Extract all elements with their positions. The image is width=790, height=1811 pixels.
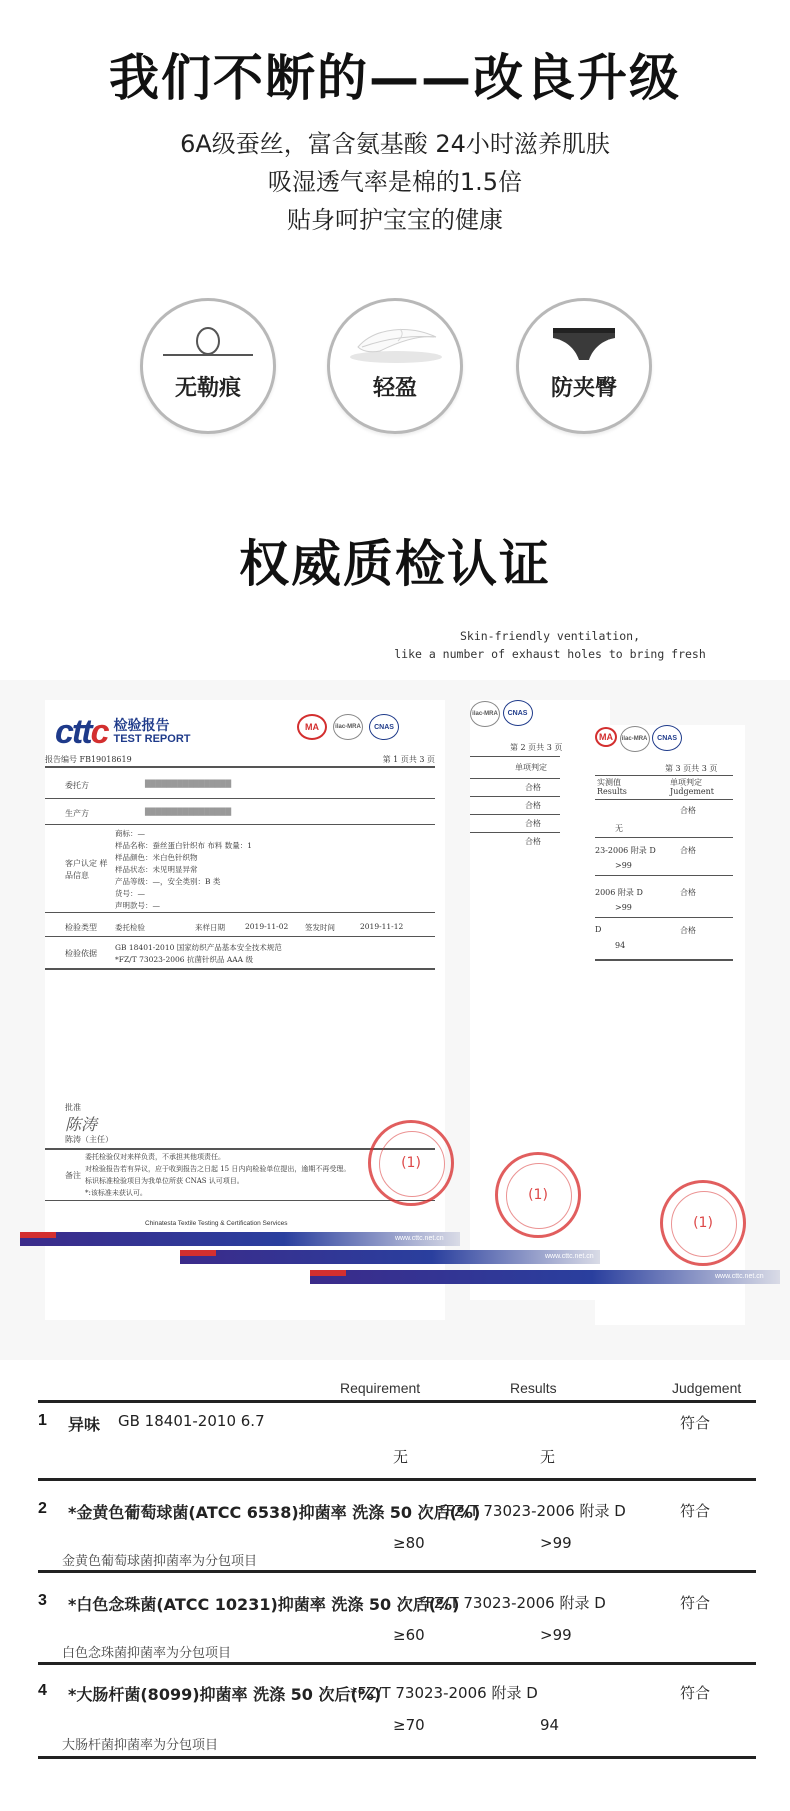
website: www.cttc.net.cn (715, 1273, 764, 1280)
row-number: 4 (38, 1682, 47, 1699)
test-standard: GB 18401-2010 6.7 (118, 1412, 265, 1430)
feather-icon (330, 315, 460, 371)
ma-mark: MA (297, 714, 327, 740)
accreditation-marks (595, 725, 682, 752)
field-label: 检验类型 (65, 923, 97, 932)
row-note: 大肠杆菌抑菌率为分包项目 (62, 1738, 219, 1753)
value-cell: >99 (615, 861, 632, 870)
date-label: 来样日期 (195, 923, 225, 932)
company-name: Chinatesta Textile Testing & Certification Services (145, 1220, 288, 1227)
basis-line: GB 18401-2010 国家纺织产品基本安全技术规范 (115, 943, 282, 952)
feature-anti-pinch (516, 298, 652, 434)
std-cell: 23-2006 附录 D (595, 846, 656, 855)
website: www.cttc.net.cn (395, 1235, 444, 1242)
feature-badges (140, 298, 650, 438)
column-header-en: Results (597, 787, 627, 796)
value-cell: 无 (615, 824, 623, 833)
sample-line: 产品等级：—，安全类别：B 类 (115, 877, 221, 886)
judge-cell: 合格 (680, 926, 696, 935)
test-item: *大肠杆菌(8099)抑菌率 洗涤 50 次后(%) (68, 1685, 382, 1704)
judge-cell: 合格 (680, 806, 696, 815)
page-indicator: 第 2 页共 3 页 (510, 743, 563, 752)
page-headline: 我们不断的——改良升级 (109, 49, 681, 107)
footer-accent (20, 1232, 56, 1238)
ilac-mark: ilac-MRA (333, 714, 363, 740)
field-label: 委托方 (65, 781, 89, 790)
requirement: ≥70 (393, 1716, 425, 1734)
feature-light (327, 298, 463, 434)
cnas-mark: CNAS (369, 714, 399, 740)
std-cell: D (595, 925, 602, 934)
row-note: 金黄色葡萄球菌抑菌率为分包项目 (62, 1554, 258, 1569)
result-value: 无 (540, 1448, 556, 1466)
result-value: 94 (540, 1716, 560, 1734)
judgement: 符合 (680, 1594, 711, 1612)
cnas-mark: CNAS (503, 700, 533, 726)
row-number: 3 (38, 1592, 47, 1609)
caption-line: like a number of exhaust holes to bring fresh (394, 647, 706, 661)
result-value: >99 (540, 1534, 572, 1552)
column-header: 实测值 (597, 778, 621, 787)
sample-line: 样品颜色：米白色针织物 (115, 853, 198, 862)
report-page-1: cttc 检验报告 TEST REPORT MA ilac-MRA CNAS 报告编号 FB19018619 第 1 页共 3 页 委托方 ████████████████ 生产方 ████████████████ 客户认定 样品信息 商标：— 样品名称：蚕丝蛋白针织布 布料 数量：1 样品颜色：米白色针织物 样品状态：未见明显异常 产品等级：—，安全类别：B 类 货号：— 声明款号：— 检验类型 委托检验 来样日期 2019-11-02 签发时间 2019-11-12 检验依据 GB 18401-2010 国家纺织产品基本安全技术规范 *FZ/T 73023-2006 抗菌针织品 AAA 级 批准 陈涛 陈涛（主任） 备注 委托检验仅对来样负责，不承担其他项责任。 对检验报告若有异议，应于收到报告之日起 15 日内向检验单位提出，逾期不再受理。 标识标准检验项目为我单位所获 CNAS 认可项目。 *:该标准未获认可。 Chinatesta Textile Testing & Certification Services (45, 700, 445, 1320)
issue-label: 签发时间 (305, 923, 335, 932)
caption-line: Skin-friendly ventilation, (459, 629, 640, 643)
briefs-icon (519, 315, 649, 371)
brand-logo-mark: cttc (55, 712, 108, 751)
footer-band (310, 1270, 780, 1284)
value-cell: 94 (615, 941, 626, 950)
std-cell: 2006 附录 D (595, 888, 643, 897)
footer-band (180, 1250, 600, 1264)
sample-date: 2019-11-02 (245, 922, 289, 931)
column-header-en: Judgement (670, 787, 715, 796)
ilac-mark: ilac-MRA (620, 726, 650, 752)
ma-mark: MA (595, 727, 617, 747)
intro-line: 贴身呵护宝宝的健康 (287, 206, 503, 234)
basis-line: *FZ/T 73023-2006 抗菌针织品 AAA 级 (115, 955, 253, 964)
test-item: *白色念珠菌(ATCC 10231)抑菌率 洗涤 50 次后(%) (68, 1595, 460, 1614)
brand-title-en: TEST REPORT (113, 733, 191, 745)
results-table (0, 1360, 790, 1811)
field-label: 客户认定 样品信息 (65, 859, 108, 880)
test-report-collage (0, 680, 790, 1360)
footer-band (20, 1232, 460, 1246)
judgement: 符合 (680, 1684, 711, 1702)
column-header: 单项判定 (670, 778, 702, 787)
field-label: 生产方 (65, 809, 89, 818)
row-number: 2 (38, 1500, 47, 1517)
judge-cell: 合格 (680, 888, 696, 897)
cttc-logo (55, 714, 191, 750)
official-seal: (1) (368, 1120, 454, 1206)
footer-accent (310, 1270, 346, 1276)
test-item: 异味 (68, 1415, 101, 1434)
signer-name: 陈涛（主任） (65, 1135, 113, 1144)
value-cell: >99 (615, 903, 632, 912)
note-line: 标识标准检验项目为我单位所获 CNAS 认可项目。 (85, 1177, 244, 1185)
note-line: 委托检验仅对来样负责，不承担其他项责任。 (85, 1153, 225, 1161)
footer-accent (180, 1250, 216, 1256)
accreditation-marks (297, 714, 399, 740)
sample-line: 商标：— (115, 829, 145, 838)
judgement: 符合 (680, 1414, 711, 1432)
requirement: ≥80 (393, 1534, 425, 1552)
row-number: 1 (38, 1412, 47, 1429)
sample-line: 样品名称：蚕丝蛋白针织布 布料 数量：1 (115, 841, 253, 850)
elastic-band-icon (143, 315, 273, 371)
field-label: 批准 (65, 1103, 81, 1112)
judge-cell: 合格 (525, 801, 541, 810)
test-standard: *FZ/T 73023-2006 附录 D (438, 1502, 626, 1520)
judge-cell: 合格 (525, 837, 541, 846)
page-indicator: 第 1 页共 3 页 (382, 755, 435, 764)
page-indicator: 第 3 页共 3 页 (665, 764, 718, 773)
column-header: Results (510, 1380, 557, 1396)
row-note: 白色念珠菌抑菌率为分包项目 (62, 1646, 232, 1661)
cnas-mark: CNAS (652, 725, 682, 751)
intro-line: 6A级蚕丝，富含氨基酸 24小时滋养肌肤 (180, 130, 610, 158)
caption (370, 627, 730, 663)
section-title: 权威质检认证 (239, 535, 551, 593)
report-number: 报告编号 FB19018619 (45, 755, 132, 764)
requirement: 无 (393, 1448, 409, 1466)
column-header: Judgement (672, 1380, 742, 1396)
test-standard: *FZ/T 73023-2006 附录 D (418, 1594, 606, 1612)
field-label: 检验依据 (65, 949, 97, 958)
result-value: >99 (540, 1626, 572, 1644)
inspection-type: 委托检验 (115, 923, 145, 932)
judge-cell: 合格 (525, 783, 541, 792)
column-header: 单项判定 (515, 763, 547, 772)
sample-line: 货号：— (115, 889, 145, 898)
official-seal: (1) (660, 1180, 746, 1266)
signature: 陈涛 (65, 1115, 98, 1134)
requirement: ≥60 (393, 1626, 425, 1644)
intro-text (0, 125, 790, 239)
note-line: 对检验报告若有异议，应于收到报告之日起 15 日内向检验单位提出，逾期不再受理。 (85, 1165, 351, 1173)
note-line: *:该标准未获认可。 (85, 1189, 147, 1197)
column-header: Requirement (340, 1380, 421, 1396)
official-seal: (1) (495, 1152, 581, 1238)
intro-line: 吸湿透气率是棉的1.5倍 (267, 168, 523, 196)
judge-cell: 合格 (680, 846, 696, 855)
website: www.cttc.net.cn (545, 1253, 594, 1260)
feature-no-marks (140, 298, 276, 434)
feature-label: 防夹臀 (550, 376, 617, 401)
ilac-mark: ilac-MRA (470, 701, 500, 727)
judgement: 符合 (680, 1502, 711, 1520)
feature-label: 轻盈 (372, 376, 417, 401)
issue-date: 2019-11-12 (360, 922, 404, 931)
test-standard: *FZ/T 73023-2006 附录 D (350, 1684, 538, 1702)
test-item: *金黄色葡萄球菌(ATCC 6538)抑菌率 洗涤 50 次后(%) (68, 1503, 481, 1522)
field-label: 备注 (65, 1171, 81, 1180)
sample-line: 声明款号：— (115, 901, 160, 910)
sample-line: 样品状态：未见明显异常 (115, 865, 198, 874)
accreditation-marks (470, 700, 533, 727)
judge-cell: 合格 (525, 819, 541, 828)
brand-title-cn: 检验报告 (113, 717, 170, 733)
feature-label: 无勒痕 (174, 376, 241, 401)
